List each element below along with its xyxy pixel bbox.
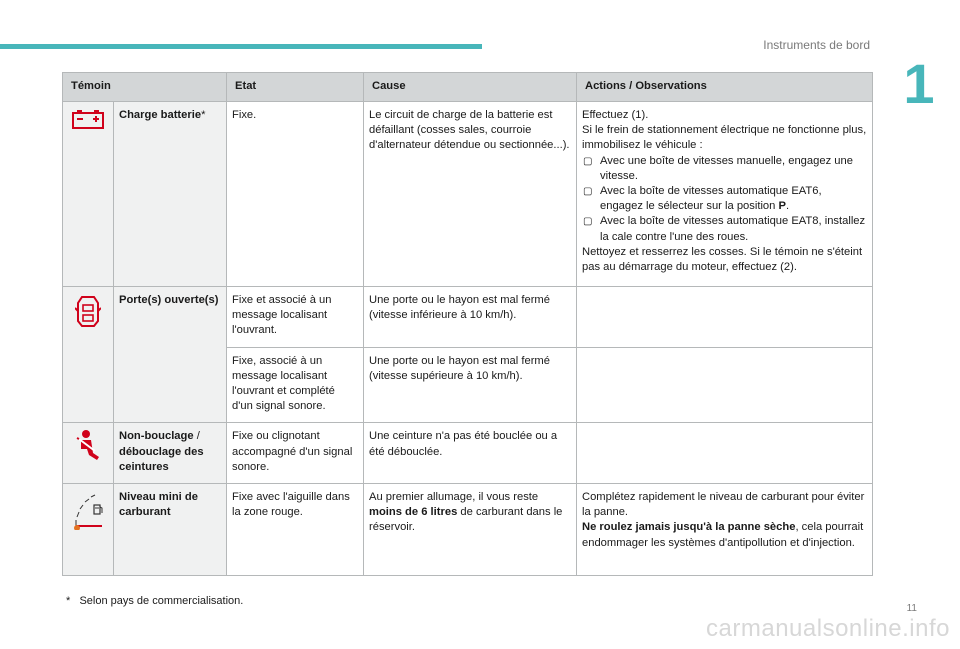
header-etat: Etat bbox=[227, 73, 364, 102]
seatbelt-icon bbox=[75, 429, 101, 461]
table-row bbox=[63, 423, 873, 484]
battery-actions bbox=[577, 102, 873, 287]
seatbelt-etat: Fixe ou clignotant accompagné d'un signal sonore. bbox=[227, 423, 364, 484]
fuel-actions bbox=[577, 484, 873, 576]
footnote bbox=[66, 595, 243, 607]
battery-action-line: Si le frein de stationnement électrique ne fonctionne plus, immobilisez le véhicule : bbox=[582, 124, 867, 152]
battery-icon-cell bbox=[63, 102, 114, 287]
door-name: Porte(s) ouverte(s) bbox=[114, 287, 227, 423]
door2-cause: Une porte ou le hayon est mal fermé (vitesse supérieure à 10 km/h). bbox=[364, 347, 577, 423]
battery-icon bbox=[71, 108, 105, 130]
header-temoin: Témoin bbox=[63, 73, 227, 102]
table-row bbox=[63, 484, 873, 576]
door1-etat: Fixe et associé à un message localisant l'ouvrant. bbox=[227, 287, 364, 348]
door2-actions bbox=[577, 347, 873, 423]
header-actions: Actions / Observations bbox=[577, 73, 873, 102]
seatbelt-icon-cell bbox=[63, 423, 114, 484]
seatbelt-actions bbox=[577, 423, 873, 484]
door1-actions bbox=[577, 287, 873, 348]
section-title: Instruments de bord bbox=[763, 38, 870, 52]
battery-action-line: Nettoyez et resserrez les cosses. Si le témoin ne s'éteint pas au démarrage du moteur, effectuez (2). bbox=[582, 245, 863, 274]
footnote-mark: * bbox=[66, 595, 71, 607]
table-row bbox=[63, 287, 873, 348]
fuel-name: Niveau mini de carburant bbox=[114, 484, 227, 576]
door-open-icon bbox=[75, 293, 101, 329]
fuel-cause: Au premier allumage, il vous reste moins de 6 litres de carburant dans le réservoir. bbox=[364, 484, 577, 576]
chapter-number: 1 bbox=[903, 52, 935, 115]
battery-action-line: Effectuez (1). bbox=[582, 109, 649, 121]
battery-name: Charge batterie* bbox=[114, 102, 227, 287]
battery-action-bullet: ▢ Avec la boîte de vitesses automatique EAT8, installez la cale contre l'une des roues. bbox=[582, 214, 867, 244]
battery-etat: Fixe. bbox=[227, 102, 364, 287]
page-number: 11 bbox=[906, 603, 917, 614]
watermark: carmanualsonline.info bbox=[706, 615, 950, 642]
table-row bbox=[63, 102, 873, 287]
door-icon-cell bbox=[63, 287, 114, 423]
battery-action-bullet: ▢ Avec une boîte de vitesses manuelle, engagez une vitesse. bbox=[582, 154, 867, 184]
fuel-action-line: Ne roulez jamais jusqu'à la panne sèche, cela pourrait endommager les systèmes d'antipollution et d'injection. bbox=[582, 521, 864, 549]
seatbelt-cause: Une ceinture n'a pas été bouclée ou a été débouclée. bbox=[364, 423, 577, 484]
battery-cause: Le circuit de charge de la batterie est défaillant (cosses sales, courroie d'alternateur détendue ou sectionnée...). bbox=[364, 102, 577, 287]
warning-lights-table bbox=[62, 72, 873, 576]
door2-etat: Fixe, associé à un message localisant l'ouvrant et complété d'un signal sonore. bbox=[227, 347, 364, 423]
table-header-row bbox=[63, 73, 873, 102]
seatbelt-name: Non-bouclage / débouclage des ceintures bbox=[114, 423, 227, 484]
fuel-icon-cell bbox=[63, 484, 114, 576]
fuel-action-line: Complétez rapidement le niveau de carburant pour éviter la panne. bbox=[582, 491, 865, 519]
header-cause: Cause bbox=[364, 73, 577, 102]
fuel-gauge-icon bbox=[70, 490, 106, 530]
header-accent-bar bbox=[0, 44, 482, 49]
footnote-text: Selon pays de commercialisation. bbox=[79, 595, 244, 607]
battery-action-bullet: ▢ Avec la boîte de vitesses automatique EAT6, engagez le sélecteur sur la position P. bbox=[582, 184, 867, 214]
fuel-etat: Fixe avec l'aiguille dans la zone rouge. bbox=[227, 484, 364, 576]
door1-cause: Une porte ou le hayon est mal fermé (vitesse inférieure à 10 km/h). bbox=[364, 287, 577, 348]
